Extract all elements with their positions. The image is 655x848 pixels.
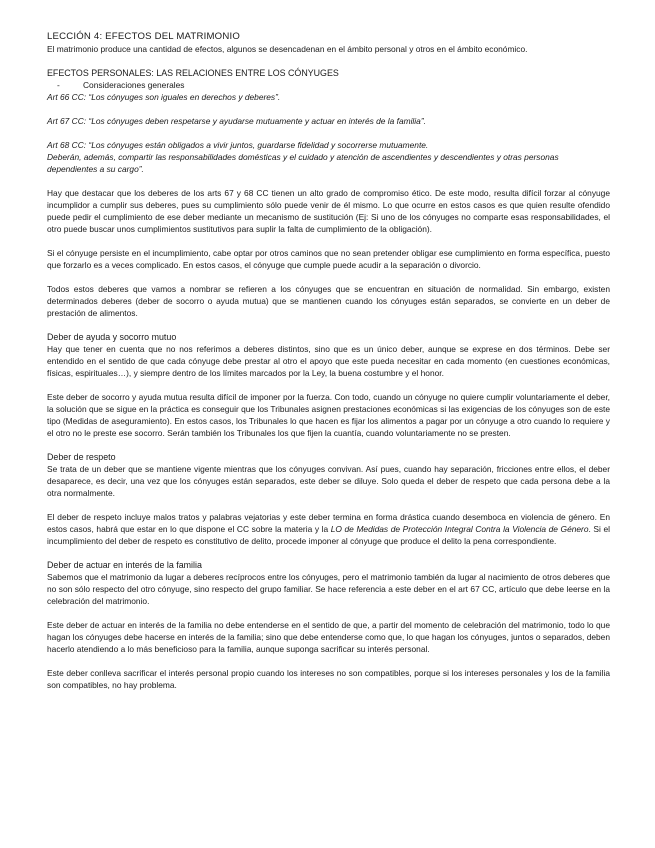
subheading-mutual-aid: Deber de ayuda y socorro mutuo: [47, 332, 177, 342]
article-68-quote-line2: Deberán, además, compartir las responsabilidades domésticas y el cuidado y atención de ascendientes y descendientes y otras personas dependientes a su cargo”.: [47, 152, 559, 174]
article-66-quote: Art 66 CC: “Los cónyuges son iguales en derechos y deberes”.: [47, 92, 281, 102]
law-title: LO de Medidas de Protección Integral Contra la Violencia de Género: [330, 524, 589, 534]
body-paragraph: Este deber de socorro y ayuda mutua resulta difícil de imponer por la fuerza. Con todo, cuando un cónyuge no quiere cumplir voluntariamente el deber, la solución que se sigue en la práctica es conseguir que los Tribunales asignen prestaciones económicas si las exigencias de los cónyuges son de este tipo (Medidas de aseguramiento). En estos casos, los Tribunales lo que hacen es fijar los alimentos a pagar por un cónyuge a otro cuando lo requiere y el otro no le preste ese socorro. Serán también los Tribunales los que fijen la cuantía, cuando voluntariamente no se presten.: [47, 392, 610, 438]
subheading-family-interest: Deber de actuar en interés de la familia: [47, 560, 202, 570]
body-paragraph: Este deber conlleva sacrificar el interés personal propio cuando los intereses no son compatibles, porque si los intereses personales y los de la familia son compatibles, no hay problema.: [47, 668, 610, 690]
body-paragraph-violence: [47, 511, 610, 547]
article-67-quote: Art 67 CC: “Los cónyuges deben respetarse y ayudarse mutuamente y actuar en interés de la familia”.: [47, 116, 426, 126]
lesson-title: LECCIÓN 4: EFECTOS DEL MATRIMONIO: [47, 31, 240, 42]
text-run: . Si el incumplimiento del deber de respeto es constitutivo de delito, procede imponer al cónyuge que produce el delito la pena correspondiente.: [47, 524, 610, 546]
bullet-dash: -: [57, 80, 60, 90]
body-paragraph: Se trata de un deber que se mantiene vigente mientras que los cónyuges convivan. Así pues, cuando hay separación, fricciones entre ellos, el deber desaparece, es decir, una vez que los cónyuges están separados, este deber se diluye. Solo queda el deber de respeto que cada persona debe a la otra normalmente.: [47, 464, 610, 498]
body-paragraph: Si el cónyuge persiste en el incumplimiento, cabe optar por otros caminos que no sean pretender obligar ese cumplimiento en forma específica, puesto que forzarlo es a veces complicado. En estos casos, el cónyuge que cumple puede acudir a la separación o divorcio.: [47, 248, 610, 270]
body-paragraph: Todos estos deberes que vamos a nombrar se refieren a los cónyuges que se encuentran en situación de normalidad. Sin embargo, existen determinados deberes (deber de socorro o ayuda mutua) que se mantienen cuando los cónyuges están separados, se convierte en un deber de prestación de alimentos.: [47, 284, 610, 318]
bullet-item: [47, 79, 610, 91]
section-heading-personal-effects: EFECTOS PERSONALES: LAS RELACIONES ENTRE LOS CÓNYUGES: [47, 68, 339, 78]
subheading-respect: Deber de respeto: [47, 452, 116, 462]
bullet-label: Consideraciones generales: [83, 80, 185, 90]
body-paragraph: Sabemos que el matrimonio da lugar a deberes recíprocos entre los cónyuges, pero el matrimonio también da lugar al nacimiento de otros deberes que no son sólo respecto del otro cónyuge, sino respecto del grupo familiar. Se hace referencia a este deber en el art 67 CC, artículo que debe leerse en la celebración del matrimonio.: [47, 572, 610, 606]
body-paragraph: Hay que tener en cuenta que no nos referimos a deberes distintos, sino que es un único deber, aunque se exprese en dos términos. Debe ser entendido en el sentido de que cada cónyuge debe prestar al otro el apoyo que este pueda necesitar en cada momento (en cuestiones económicas, físicas, espirituales…), y siempre dentro de los límites marcados por la Ley, la buena costumbre y el honor.: [47, 344, 610, 378]
article-68-quote-line1: Art 68 CC: “Los cónyuges están obligados a vivir juntos, guardarse fidelidad y socorrerse mutuamente.: [47, 140, 429, 150]
intro-paragraph: El matrimonio produce una cantidad de efectos, algunos se desencadenan en el ámbito personal y otros en el ámbito económico.: [47, 44, 528, 54]
body-paragraph: Hay que destacar que los deberes de los arts 67 y 68 CC tienen un alto grado de compromiso ético. De este modo, resulta difícil forzar al cónyuge incumplidor a cumplir sus deberes, pues su cumplimiento sólo puede venir de él mismo. Lo que ocurre en estos casos es que quien resulte ofendido puede pedir el cumplimiento de ese deber mediante un mecanismo de sustitución (Ej: Si uno de los cónyuges no comparte esas responsabilidades, el otro puede buscar unos cumplimientos sustitutivos para suplir la falta de cumplimiento de la obligación).: [47, 188, 610, 234]
body-paragraph: Este deber de actuar en interés de la familia no debe entenderse en el sentido de que, a partir del momento de celebración del matrimonio, todo lo que hagan los cónyuges debe hacerse en interés de la familia; sino que debe entenderse como que, lo que hagan los cónyuges, juntos o separados, deben hacerlo atendiendo a lo más beneficioso para la familia, aunque suponga sacrificar su interés personal.: [47, 620, 610, 654]
text-run: El deber de respeto incluye malos tratos y palabras vejatorias y este deber termina en forma drástica cuando desemboca en violencia de género. En estos casos, habrá que estar en lo que dispone el CC sobre la materia y la: [47, 512, 610, 534]
